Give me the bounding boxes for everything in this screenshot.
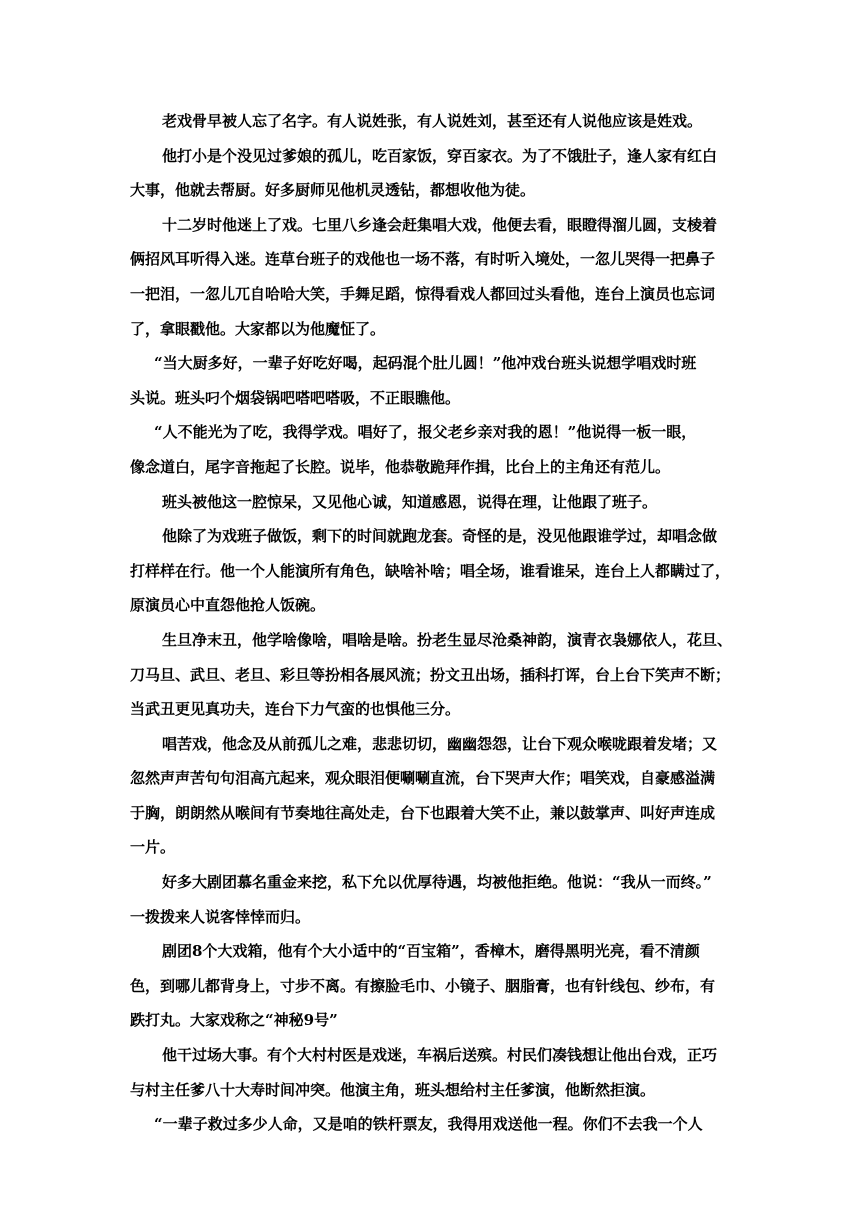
paragraph bbox=[130, 519, 730, 623]
paragraph bbox=[130, 139, 730, 208]
text-line: 好多大剧团慕名重金来挖，私下允以优厚待遇，均被他拒绝。他说：“我从一而终。” bbox=[162, 873, 712, 892]
text-line: 一片。 bbox=[130, 838, 176, 857]
paragraph bbox=[130, 346, 730, 415]
paragraph bbox=[130, 865, 730, 934]
text-line: 忽然声声苦句句泪高亢起来，观众眼泪便唰唰直流，台下哭声大作；唱笑戏，自豪感溢满 bbox=[130, 769, 716, 788]
text-line: 大事，他就去帮厨。好多厨师见他机灵透钻，都想收他为徒。 bbox=[130, 181, 536, 200]
text-line: 色，到哪儿都背身上，寸步不离。有擦脸毛巾、小镜子、胭脂膏，也有针线包、纱布，有 bbox=[130, 976, 716, 995]
body-text bbox=[130, 104, 733, 1142]
text-line: “一辈子救过多少人命，又是咱的铁杆票友，我得用戏送他一程。你们不去我一个人 bbox=[154, 1115, 703, 1134]
text-line: 他除了为戏班子做饭，剩下的时间就跑龙套。奇怪的是，没见他跟谁学过，却唱念做 bbox=[162, 527, 718, 546]
text-line: 一拨拨来人说客悻悻而归。 bbox=[130, 907, 311, 926]
paragraph bbox=[130, 1038, 730, 1107]
text-line: 十二岁时他迷上了戏。七里八乡逢会赶集唱大戏，他便去看，眼瞪得溜儿圆，支棱着 bbox=[162, 215, 718, 234]
paragraph bbox=[130, 934, 730, 1038]
text-line: 原演员心中直怨他抢人饭碗。 bbox=[130, 596, 326, 615]
text-line: 于胸，朗朗然从喉间有节奏地往高处走，台下也跟着大笑不止，兼以鼓掌声、叫好声连成 bbox=[130, 803, 716, 822]
text-line: 老戏骨早被人忘了名字。有人说姓张，有人说姓刘，甚至还有人说他应该是姓戏。 bbox=[162, 112, 703, 130]
text-line: 像念道白，尾字音拖起了长腔。说毕，他恭敬跪拜作揖，比台上的主角还有范儿。 bbox=[130, 457, 671, 476]
paragraph bbox=[130, 104, 730, 139]
text-line: “当大厨多好，一辈子好吃好喝，起码混个肚儿圆！”他冲戏台班头说想学唱戏时班 bbox=[154, 354, 697, 373]
paragraph bbox=[130, 415, 730, 484]
text-line: 一把泪，一忽儿兀自哈哈大笑，手舞足蹈，惊得看戏人都回过头看他，连台上演员也忘词 bbox=[130, 284, 716, 303]
paragraph bbox=[130, 1107, 730, 1142]
text-line: 他干过场大事。有个大村村医是戏迷，车祸后送殡。村民们凑钱想让他出台戏，正巧 bbox=[162, 1046, 718, 1065]
text-line: 唱苦戏，他念及从前孤儿之难，悲悲切切，幽幽怨怨，让台下观众喉咙跟着发堵；又 bbox=[162, 734, 718, 753]
text-line: 班头被他这一腔惊呆，又见他心诚，知道感恩，说得在理，让他跟了班子。 bbox=[162, 492, 658, 511]
paragraph bbox=[130, 623, 733, 727]
text-line: 与村主任爹八十大寿时间冲突。他演主角，班头想给村主任爹演，他断然拒演。 bbox=[130, 1080, 656, 1099]
paragraph bbox=[130, 208, 730, 346]
text-line: 剧团8个大戏箱，他有个大小适中的“百宝箱”，香樟木，磨得黑明光亮，看不清颜 bbox=[162, 942, 700, 961]
text-line: 刀马旦、武旦、老旦、彩旦等扮相各展风流；扮文丑出场，插科打诨，台上台下笑声不断； bbox=[130, 665, 731, 684]
paragraph bbox=[130, 727, 730, 865]
text-line: “人不能光为了吃，我得学戏。唱好了，报父老乡亲对我的恩！”他说得一板一眼， bbox=[154, 423, 697, 442]
text-line: 跌打丸。大家戏称之“神秘9号” bbox=[130, 1011, 338, 1030]
text-line: 头说。班头叼个烟袋锅吧嗒吧嗒吸，不正眼瞧他。 bbox=[130, 388, 461, 407]
text-line: 生旦净末丑，他学啥像啥，唱啥是啥。扮老生显尽沧桑神韵，演青衣袅娜依人，花旦、 bbox=[162, 630, 733, 649]
text-line: 俩招风耳听得入迷。连草台班子的戏他也一场不落，有时听入境处，一忽儿哭得一把鼻子 bbox=[130, 250, 716, 269]
text-line: 了，拿眼戳他。大家都以为他魔怔了。 bbox=[130, 319, 386, 338]
text-line: 当武丑更见真功夫，连台下力气蛮的也惧他三分。 bbox=[130, 700, 461, 719]
paragraph bbox=[130, 485, 730, 520]
text-line: 他打小是个没见过爹娘的孤儿，吃百家饭，穿百家衣。为了不饿肚子，逢人家有红白 bbox=[162, 146, 718, 165]
text-line: 打样样在行。他一个人能演所有角色，缺啥补啥；唱全场，谁看谁呆，连台上人都瞒过了， bbox=[130, 561, 731, 580]
